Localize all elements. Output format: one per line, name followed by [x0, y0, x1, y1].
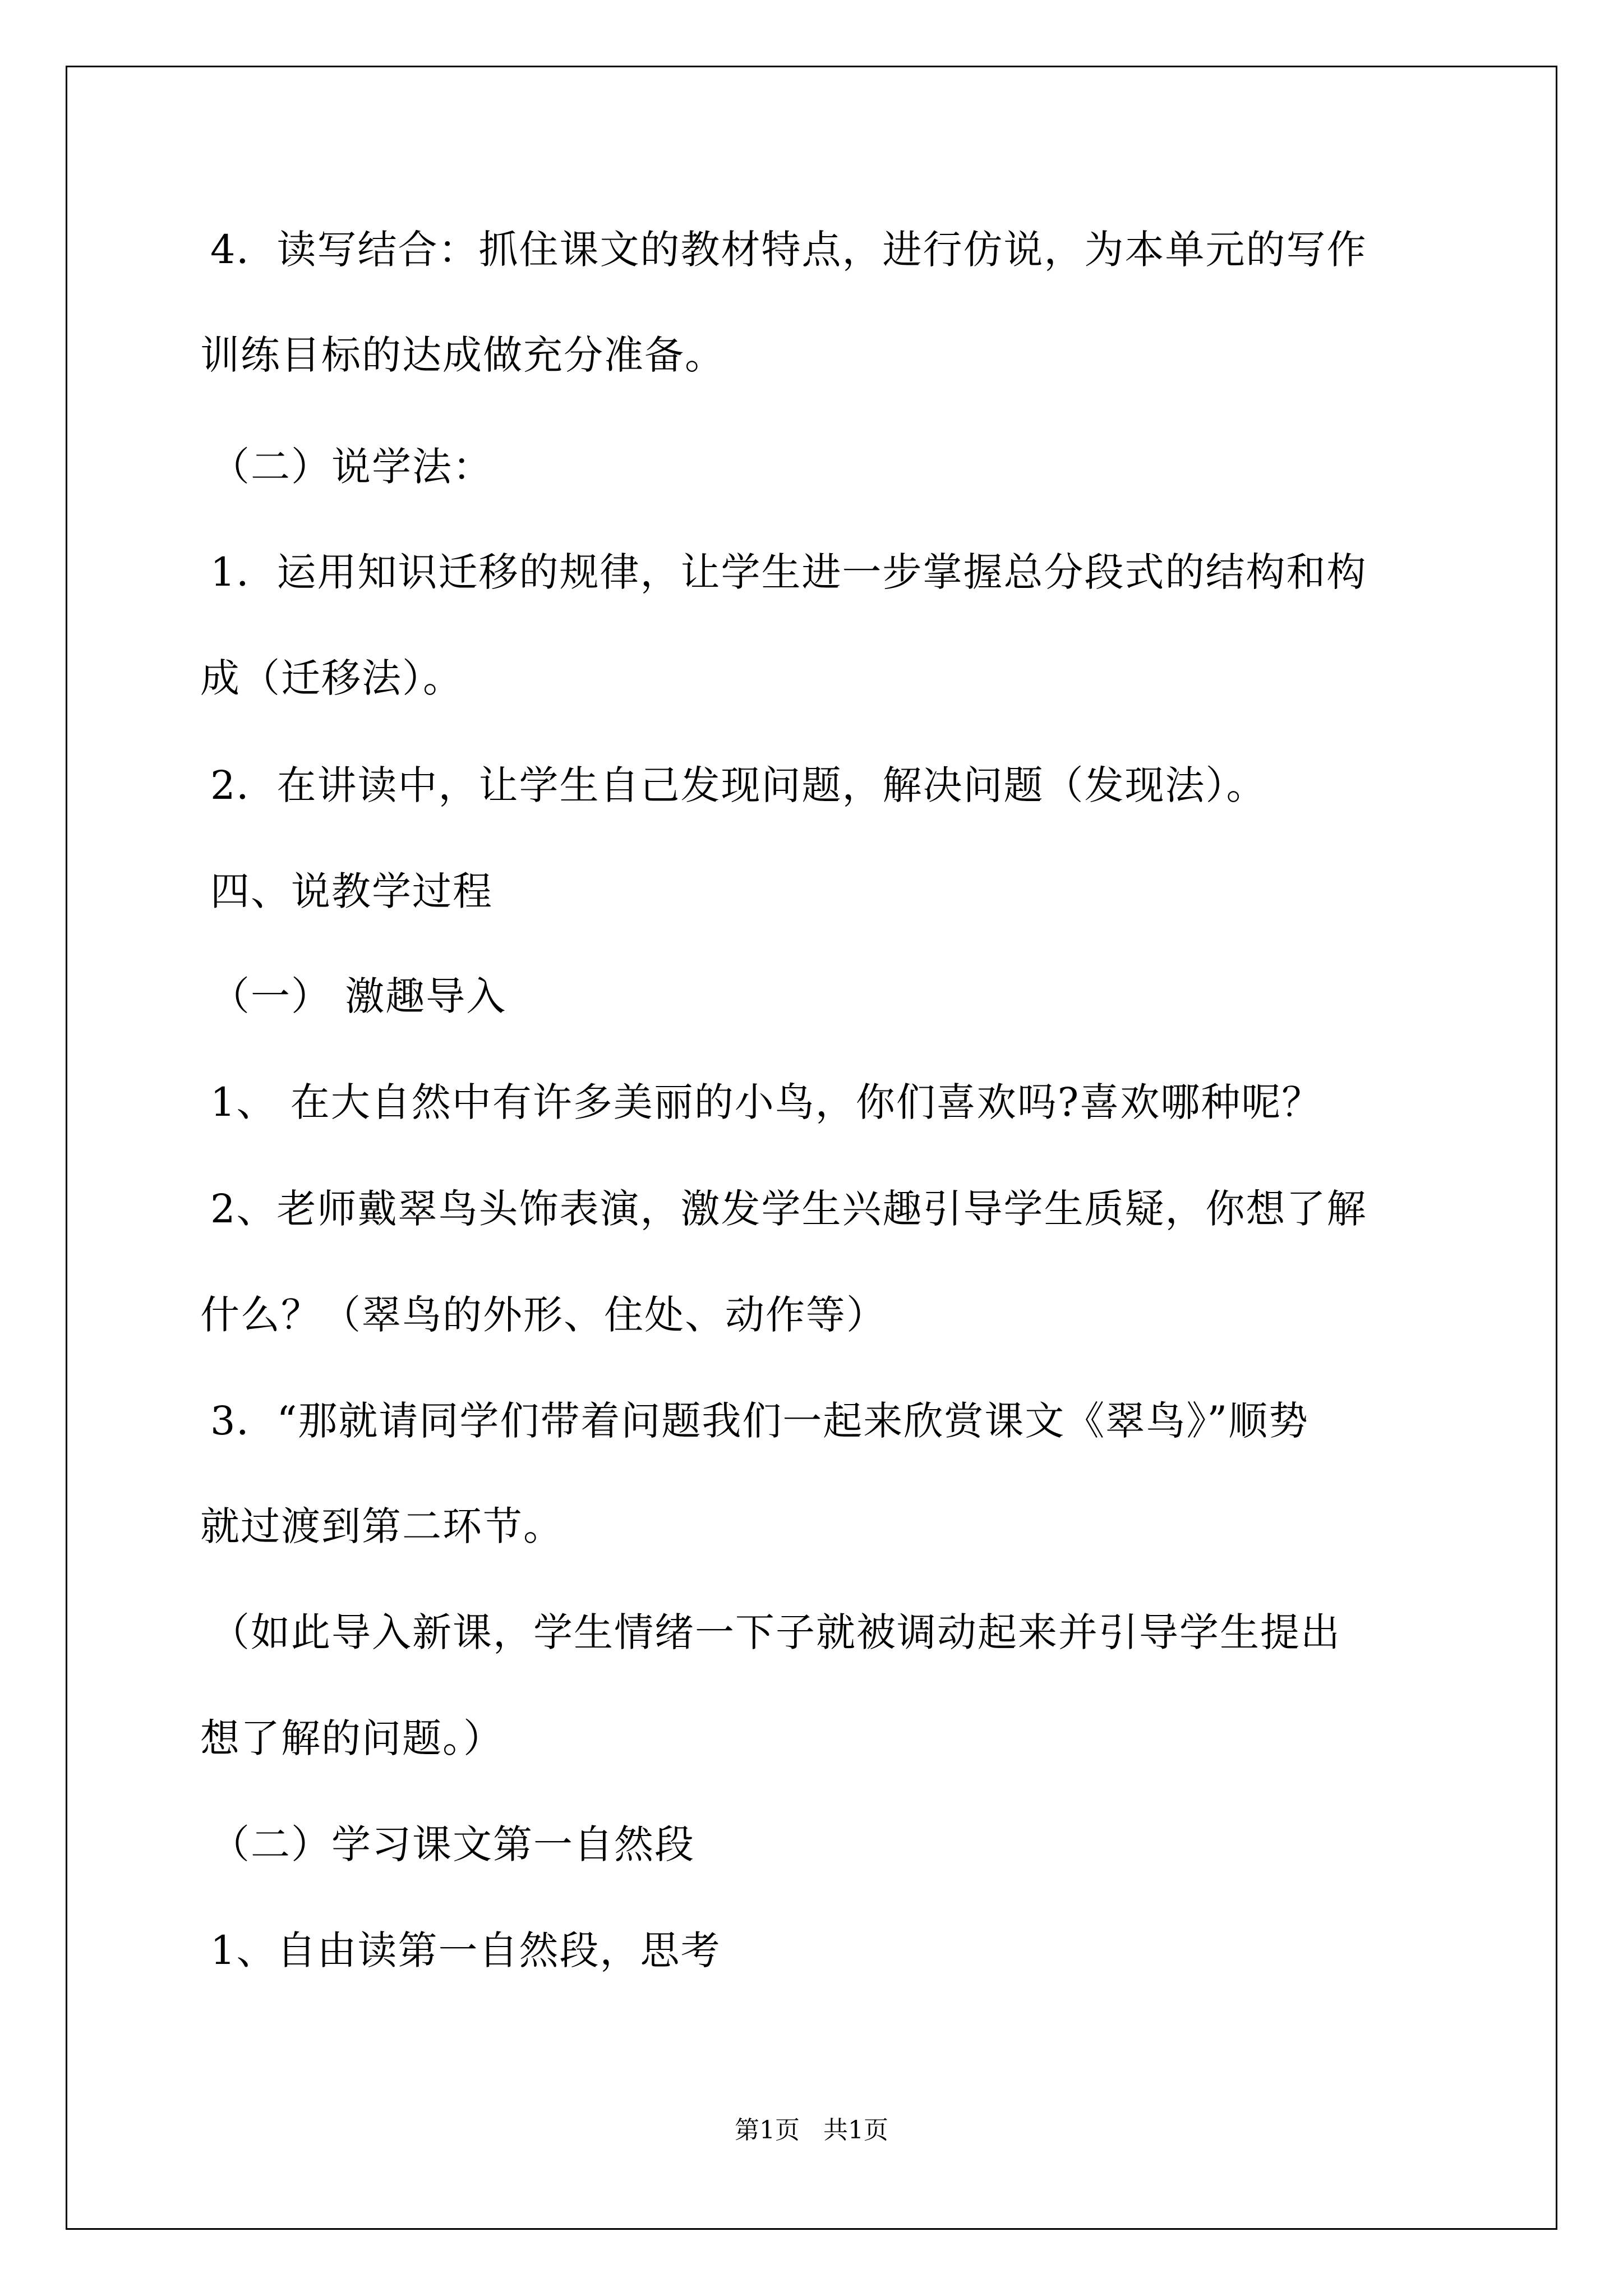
- section-heading-first-paragraph: （二）学习课文第一自然段: [210, 1821, 695, 1867]
- paragraph-line-13: 就过渡到第二环节。: [200, 1503, 564, 1549]
- page-number: 第1页 共1页: [735, 2116, 888, 2145]
- section-heading-teaching-process: 四、说教学过程: [210, 868, 493, 914]
- paragraph-line-4: 1．运用知识迁移的规律，让学生进一步掌握总分段式的结构和构: [210, 549, 1367, 595]
- section-heading-study-method: （二）说学法：: [210, 444, 493, 490]
- paragraph-line-10: 2、老师戴翠鸟头饰表演，激发学生兴趣引导学生质疑，你想了解: [210, 1186, 1367, 1232]
- paragraph-line-17: 1、自由读第一自然段，思考: [210, 1927, 721, 1973]
- section-heading-intro: （一） 激趣导入: [210, 973, 507, 1019]
- paragraph-line-14: （如此导入新课，学生情绪一下子就被调动起来并引导学生提出: [210, 1609, 1341, 1655]
- paragraph-line-2: 训练目标的达成做充分准备。: [200, 332, 725, 378]
- paragraph-line-11: 什么？（翠鸟的外形、住处、动作等）: [200, 1292, 887, 1338]
- paragraph-line-12: 3．“那就请同学们带着问题我们一起来欣赏课文《翠鸟》”顺势: [210, 1398, 1310, 1444]
- paragraph-line-15: 想了解的问题。）: [200, 1715, 504, 1761]
- paragraph-line-1: 4．读写结合：抓住课文的教材特点，进行仿说，为本单元的写作: [210, 227, 1367, 273]
- paragraph-line-9: 1、 在大自然中有许多美丽的小鸟，你们喜欢吗?喜欢哪种呢？: [210, 1079, 1322, 1125]
- paragraph-line-5: 成（迁移法）。: [200, 655, 463, 701]
- page-border: [66, 66, 1557, 2230]
- paragraph-line-6: 2．在讲读中，让学生自己发现问题，解决问题（发现法）。: [210, 762, 1267, 808]
